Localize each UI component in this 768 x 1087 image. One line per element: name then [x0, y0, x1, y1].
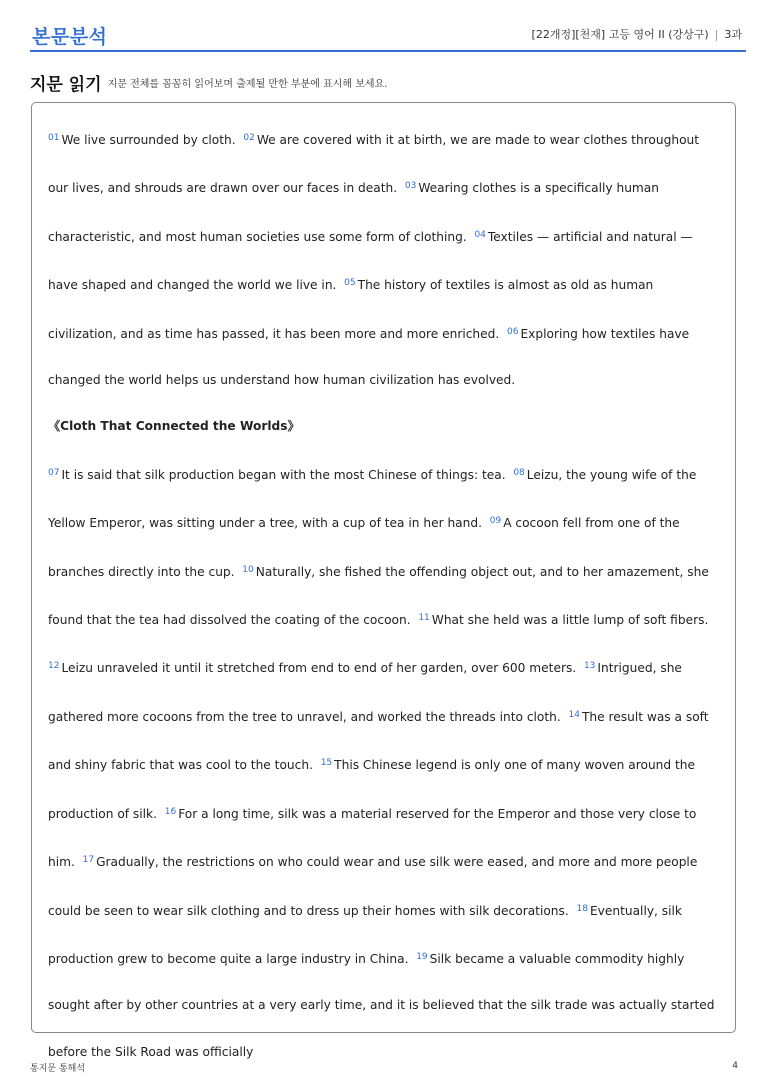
sentence-number: 01	[48, 133, 60, 143]
sentence-number: 15	[320, 758, 333, 769]
footer-label: 통지문 통해석	[30, 1064, 86, 1074]
sentence-number: 03	[404, 181, 417, 192]
page-number: 4	[732, 1061, 738, 1071]
sentence-text: The history of textiles is almost as old as human civilization, and as time has passed, it has been more and more enriched.	[48, 278, 654, 341]
sentence-text: Wearing clothes is a specifically human characteristic, and most human societies use some form of clothing.	[48, 181, 659, 244]
sentence-text: Textiles — artificial and natural — have shaped and changed the world we live in.	[48, 229, 693, 293]
sentence-number: 08	[513, 467, 525, 478]
sentence-text: Leizu unraveled it until it stretched from end to end of her garden, over 600 meters.	[61, 661, 577, 676]
sentence-number: 17	[82, 855, 95, 866]
section-title: 지문 읽기	[30, 75, 102, 95]
sentence-text: It is said that silk production began with the most Chinese of things: tea.	[61, 467, 506, 482]
sentence-text: This Chinese legend is only one of many woven around the production of silk.	[48, 758, 696, 821]
lesson-label: 3과	[724, 28, 742, 41]
header-book-info	[532, 26, 742, 42]
sentence-text: For a long time, silk was a material reserved for the Emperor and those very close to him.	[48, 806, 697, 870]
sentence-number: 02	[243, 133, 255, 143]
header-title: 본문분석	[32, 26, 108, 48]
section-header	[30, 70, 387, 95]
sentence-number: 04	[474, 229, 486, 240]
sentence-text: Intrigued, she gathered more cocoons from the tree to unravel, and worked the threads into cloth.	[48, 661, 682, 724]
passage-text	[48, 115, 720, 1075]
sentence-number: 05	[344, 278, 356, 289]
sentence-number: 19	[416, 951, 428, 962]
passage-paragraph-silk	[48, 450, 720, 1075]
sentence-text: We are covered with it at birth, we are made to wear clothes throughout our lives, and shrouds are drawn over our faces in death.	[48, 133, 700, 196]
page-header	[30, 22, 746, 52]
sentence-text: A cocoon fell from one of the branches directly into the cup.	[48, 516, 680, 579]
sentence-number: 13	[583, 661, 596, 672]
sentence-number: 16	[164, 806, 177, 817]
sentence-number: 09	[489, 516, 502, 527]
sentence-text: Leizu, the young wife of the Yellow Emperor, was sitting under a tree, with a cup of tea in her hand.	[48, 467, 697, 531]
sentence-text: We live surrounded by cloth.	[61, 133, 236, 147]
sentence-text: Naturally, she fished the offending object out, and to her amazement, she found that the tea had dissolved the coating of the cocoon.	[48, 564, 709, 628]
passage-box	[31, 102, 736, 1059]
book-title: [22개정][천재] 고등 영어 II (강상구)	[531, 28, 709, 41]
sentence-number: 06	[507, 326, 519, 337]
sentence-text: Silk became a valuable commodity highly sought after by other countries at a very early time, and it is believed that the silk trade was actually started before the Silk Road was officially	[48, 951, 715, 1059]
sentence-number: 14	[568, 709, 580, 720]
section-description: 지문 전체를 꼼꼼히 읽어보며 출제될 만한 부분에 표시해 보세요.	[107, 79, 388, 90]
sentence-number: 11	[418, 613, 430, 624]
sentence-text: The result was a soft and shiny fabric that was cool to the touch.	[48, 709, 709, 773]
sentence-number: 12	[48, 661, 60, 672]
sentence-text: Eventually, silk production grew to become quite a large industry in China.	[48, 903, 682, 966]
passage-paragraph-intro	[48, 115, 720, 403]
passage-heading: 《Cloth That Connected the Worlds》	[48, 419, 300, 434]
header-divider: |	[714, 28, 719, 41]
sentence-text: What she held was a little lump of soft fibers.	[431, 613, 709, 628]
sentence-text: Gradually, the restrictions on who could wear and use silk were eased, and more and more people could be seen to wear silk clothing and to dress up their homes with silk decorations.	[48, 855, 698, 918]
sentence-number: 07	[48, 467, 60, 478]
sentence-number: 18	[576, 903, 588, 914]
sentence-number: 10	[242, 564, 254, 575]
sentence-text: Exploring how textiles have changed the world helps us understand how human civilization has evolved.	[48, 326, 690, 388]
